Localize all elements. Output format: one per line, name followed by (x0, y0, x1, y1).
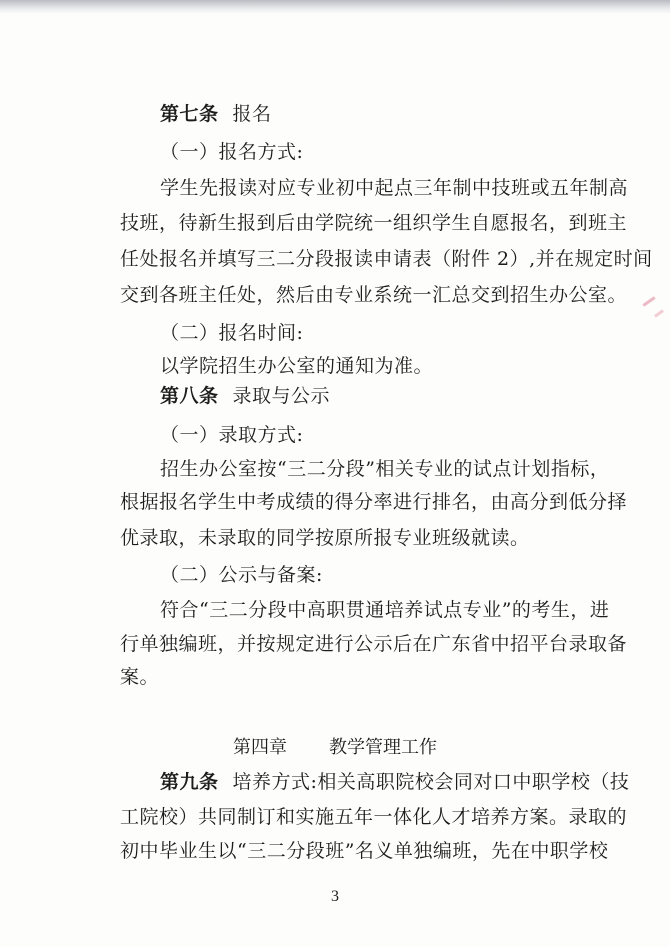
article8-para2-line: 符合“三二分段中高职贯通培养试点专业”的考生，进 (160, 599, 610, 621)
article9-line: 初中毕业生以“三二分段班”名义单独编班，先在中职学校 (120, 840, 609, 862)
article7-sub1: （一）报名方式: (160, 141, 304, 163)
article8-sub1: （一）录取方式: (160, 424, 304, 446)
article9-line: 工院校）共同制订和实施五年一体化人才培养方案。录取的 (120, 806, 628, 828)
article8-para1-line: 优录取，未录取的同学按原所报专业班级就读。 (120, 527, 530, 549)
article9-label: 第九条 (160, 771, 219, 793)
article7-sub2: （二）报名时间: (160, 322, 304, 344)
article9-line (160, 770, 660, 794)
article7-title: 报名 (232, 103, 272, 125)
chapter-heading (0, 736, 670, 760)
article7-para1-line: 技班，待新生报到后由学院统一组织学生自愿报名，到班主 (120, 212, 628, 234)
article8-para2-line: 案。 (120, 666, 160, 688)
chapter-title: 教学管理工作 (329, 737, 437, 758)
article7-para2: 以学院招生办公室的通知为准。 (160, 355, 434, 377)
article8-para1-line: 招生办公室按“三二分段”相关专业的试点计划指标， (160, 458, 610, 480)
article7-para1-line: 交到各班主任处，然后由专业系统一汇总交到招生办公室。 (120, 284, 628, 306)
article8-heading (160, 384, 660, 408)
article8-para2-line: 行单独编班，并按规定进行公示后在广东省中招平台录取备 (120, 633, 628, 655)
article7-para1-line: 学生先报读对应专业初中起点三年制中技班或五年制高 (160, 177, 629, 199)
article8-para1-line: 根据报名学生中考成绩的得分率进行排名，由高分到低分择 (120, 491, 628, 513)
article7-para1-line: 任处报名并填写三二分段报读申请表（附件 2）,并在规定时间 (120, 248, 653, 270)
chapter-number: 第四章 (233, 737, 287, 758)
article8-label: 第八条 (160, 385, 219, 407)
article8-title: 录取与公示 (232, 385, 331, 407)
article8-sub2: （二）公示与备案: (160, 564, 323, 586)
article7-heading (160, 102, 660, 126)
page-number: 3 (331, 888, 339, 905)
article9-text: 培养方式:相关高职院校会同对口中职学校（技 (232, 771, 630, 793)
article7-label: 第七条 (160, 103, 219, 125)
